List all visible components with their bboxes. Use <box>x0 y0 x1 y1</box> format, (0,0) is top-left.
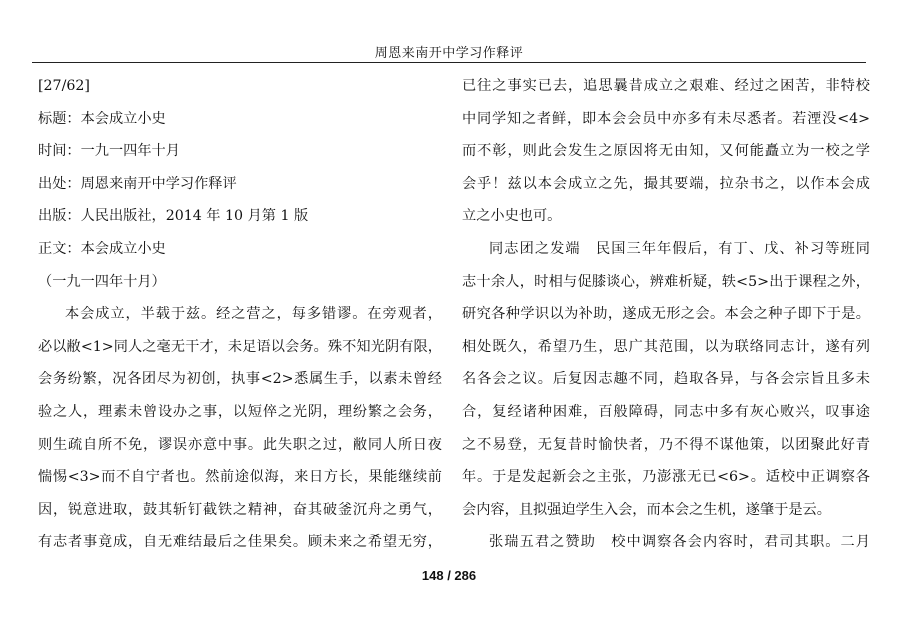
meta-publisher: 出版：人民出版社，2014 年 10 月第 1 版 <box>38 208 309 225</box>
text-line: 志十余人，时相与促膝谈心，辨难析疑，轶<5>出于课程之外， <box>462 273 870 290</box>
text-line: 验之人，理素未曾设办之事，以短倅之光阴，理纷繁之会务， <box>38 403 442 420</box>
section-heading-line: 同志团之发端 民国三年年假后，有丁、戊、补习等班同 <box>489 240 870 257</box>
text-line: 之不易登，无复昔时愉快者，乃不得不谋他策，以团聚此好青 <box>462 436 870 453</box>
meta-source: 出处：周恩来南开中学习作释评 <box>38 175 237 192</box>
text-line: 则生疏自所不免，谬误亦意中事。此失职之过，敝同人所日夜 <box>38 436 442 453</box>
left-column <box>38 70 442 559</box>
meta-title: 标题：本会成立小史 <box>38 110 166 127</box>
text-line: 因，锐意进取，鼓其斩钉截铁之精神，奋其破釜沉舟之勇气， <box>38 501 442 518</box>
text-line: 中同学知之者鲜，即本会会员中亦多有未尽悉者。若湮没<4> <box>462 110 870 127</box>
text-line: 本会成立，半载于兹。经之营之，每多错谬。在旁观者， <box>65 306 442 323</box>
section-heading-line: 张瑞五君之赞助 校中调察各会内容时，君司其职。二月 <box>489 534 870 551</box>
text-line: 惴惕<3>而不自宁者也。然前途似海，来日方长，果能继续前 <box>38 469 442 486</box>
text-line: 必以敝<1>同人之毫无干才，未足语以会务。殊不知光阴有限， <box>38 338 442 355</box>
page-number: 148 / 286 <box>421 568 477 583</box>
header-rule <box>32 62 866 63</box>
running-header: 周恩来南开中学习作释评 <box>374 46 524 61</box>
right-column <box>462 70 870 559</box>
text-line: 研究各种学识以为补助，遂成无形之会。本会之种子即下于是。 <box>462 306 870 323</box>
meta-date: 时间：一九一四年十月 <box>38 143 180 160</box>
text-line: 会内容，且拟强迫学生入会，而本会之生机，遂肇于是云。 <box>462 501 831 518</box>
meta-body-title: 正文：本会成立小史 <box>38 240 166 257</box>
text-line: 会务纷繁，况各团尽为初创，执事<2>悉属生手，以素未曾经 <box>38 371 442 388</box>
text-line: 有志者事竟成，自无难结最后之佳果矣。顾未来之希望无穷， <box>38 534 442 551</box>
text-line: 年。于是发起新会之主张，乃澎涨无已<6>。适校中正调察各 <box>462 469 870 486</box>
text-line: 相处既久，希望乃生，思广其范围，以为联络同志计，遂有列 <box>462 338 870 355</box>
article-index: [27/62] <box>38 78 90 94</box>
text-line: 立之小史也可。 <box>462 208 562 225</box>
meta-body-date: （一九一四年十月） <box>38 273 166 290</box>
text-line: 已往之事实已去，追思曩昔成立之艰难、经过之困苦，非特校 <box>462 78 870 94</box>
text-line: 会乎！兹以本会成立之先，撮其要端，拉杂书之，以作本会成 <box>462 175 870 192</box>
text-line: 而不彰，则此会发生之原因将无由知，又何能矗立为一校之学 <box>462 143 870 160</box>
text-line: 合，复经诸种困难，百般障碍，同志中多有灰心败兴，叹事途 <box>462 403 870 420</box>
text-line: 名各会之议。后复因志趣不同，趋取各异，与各会宗旨且多未 <box>462 371 870 388</box>
